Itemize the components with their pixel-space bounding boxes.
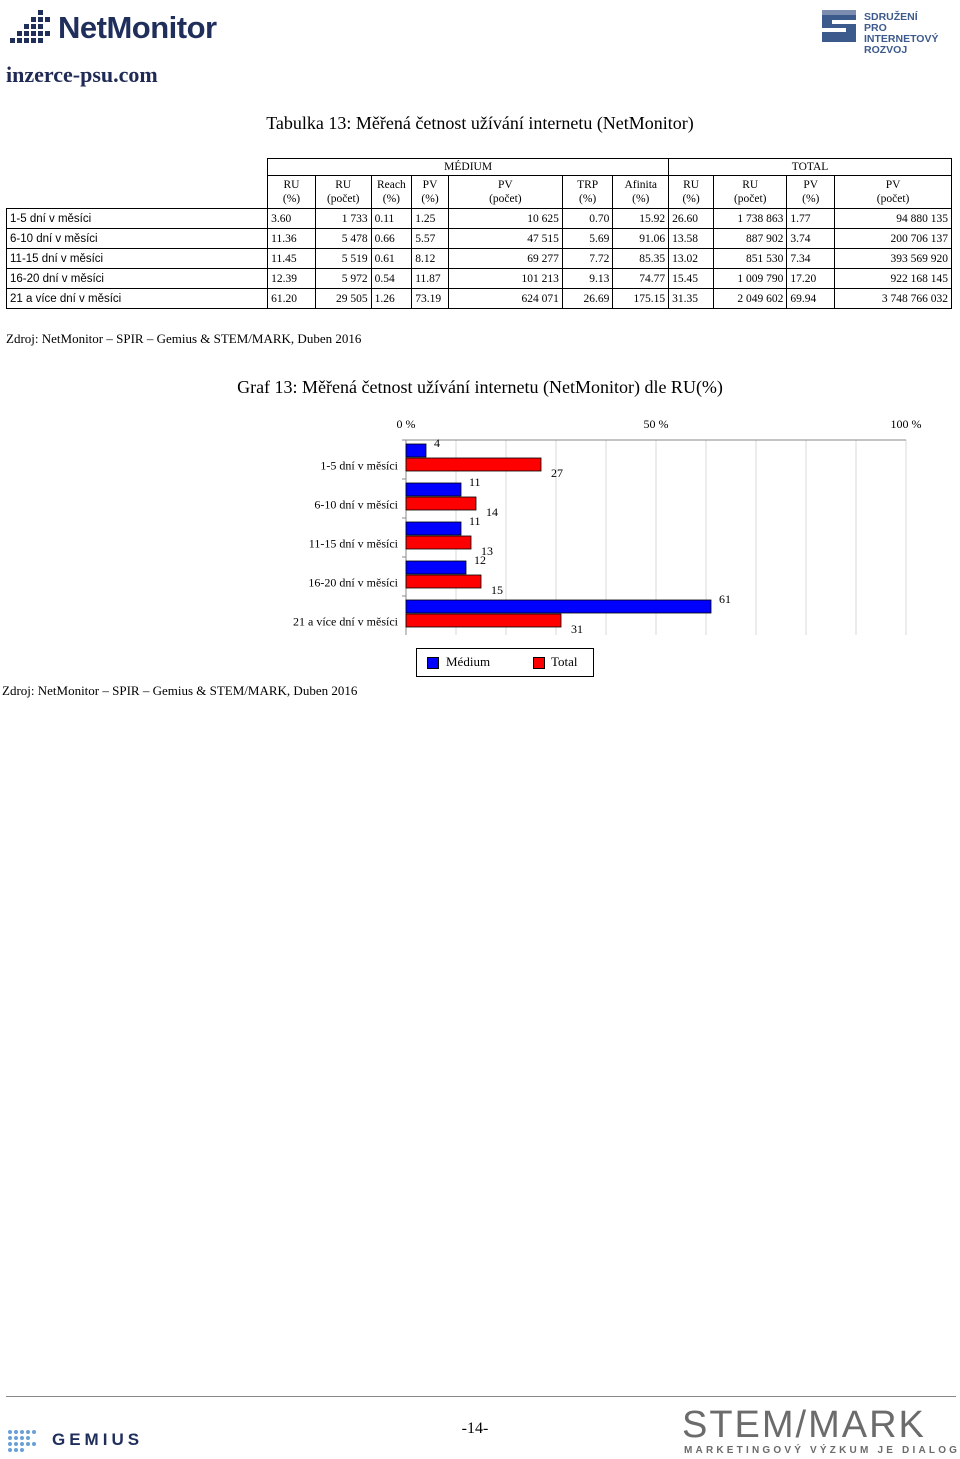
site-name: inzerce-psu.com [6, 62, 158, 87]
table-cell: 17.20 [787, 269, 835, 289]
table-title: Tabulka 13: Měřená četnost užívání internetu (NetMonitor) [266, 113, 694, 133]
table-cell: 74.77 [613, 269, 669, 289]
header-label-cell [7, 176, 268, 209]
table-cell: 1.25 [412, 209, 449, 229]
column-header-name: PV [422, 179, 438, 191]
data-label-total: 31 [571, 622, 583, 636]
table-cell: 5 478 [315, 229, 371, 249]
table-cell: 0.70 [562, 209, 613, 229]
column-header-9 [787, 176, 835, 209]
bar-medium [406, 561, 466, 574]
column-header-10 [835, 176, 952, 209]
table-cell: 73.19 [412, 289, 449, 309]
legend-label-total: Total [551, 654, 578, 669]
table-cell: 0.11 [371, 209, 412, 229]
table-cell: 0.54 [371, 269, 412, 289]
table-cell: 0.66 [371, 229, 412, 249]
category-label: 21 a více dní v měsíci [293, 614, 398, 629]
column-header-name: Afinita [624, 179, 658, 191]
x-tick-label: 50 % [643, 417, 669, 431]
bar-medium [406, 600, 711, 613]
column-header-unit: (počet) [326, 193, 360, 205]
table-cell: 31.35 [669, 289, 714, 309]
table-cell: 3.60 [268, 209, 316, 229]
table-cell: 200 706 137 [835, 229, 952, 249]
column-header-unit: (%) [421, 193, 439, 205]
table-cell: 1 733 [315, 209, 371, 229]
table-cell: 2 049 602 [714, 289, 787, 309]
table-cell: 9.13 [562, 269, 613, 289]
spir-logo-text: SDRUŽENÍ PRO INTERNETOVÝ ROZVOJ [864, 11, 939, 56]
table-row [7, 229, 952, 249]
gemius-logo-text: GEMIUS [52, 1430, 144, 1449]
legend-swatch-total [533, 657, 545, 669]
table-cell: 11.45 [268, 249, 316, 269]
legend-swatch-medium [427, 657, 439, 669]
column-header-unit: (%) [282, 193, 301, 205]
data-label-total: 27 [551, 466, 563, 480]
bar-medium [406, 444, 426, 457]
row-label: 16-20 dní v měsíci [7, 269, 268, 289]
column-header-name: PV [803, 179, 819, 191]
column-header-unit: (%) [579, 193, 597, 205]
table-cell: 1 738 863 [714, 209, 787, 229]
table-cell: 5.57 [412, 229, 449, 249]
table-cell: 13.58 [669, 229, 714, 249]
data-label-medium: 11 [469, 475, 481, 489]
table-cell: 0.61 [371, 249, 412, 269]
bar-medium [406, 483, 461, 496]
column-header-name: Reach [377, 179, 406, 191]
data-label-medium: 61 [719, 592, 731, 606]
column-header-name: PV [498, 179, 513, 191]
category-label: 16-20 dní v měsíci [308, 575, 398, 590]
table-cell: 5 972 [315, 269, 371, 289]
table-cell: 7.34 [787, 249, 835, 269]
table-row [7, 289, 952, 309]
column-header-1 [315, 176, 371, 209]
bar-total [406, 458, 541, 471]
column-header-name: RU [283, 179, 300, 191]
table-cell: 85.35 [613, 249, 669, 269]
column-header-name: RU [335, 179, 352, 191]
chart-legend [416, 648, 594, 677]
table-body [7, 209, 952, 309]
data-label-total: 15 [491, 583, 503, 597]
table-cell: 922 168 145 [835, 269, 952, 289]
column-header-name: RU [742, 179, 759, 191]
table-cell: 101 213 [448, 269, 562, 289]
header-empty-cell [7, 159, 268, 176]
bar-total [406, 575, 481, 588]
column-header-unit: (%) [682, 193, 700, 205]
row-label: 1-5 dní v měsíci [7, 209, 268, 229]
table-cell: 1.26 [371, 289, 412, 309]
group-total: TOTAL [669, 159, 952, 176]
stem-mark-logo [682, 1404, 960, 1458]
table-cell: 29 505 [315, 289, 371, 309]
gemius-logo-icon [6, 1428, 46, 1452]
table-cell: 8.12 [412, 249, 449, 269]
column-header-unit: (počet) [733, 193, 767, 205]
table-row [7, 249, 952, 269]
table-cell: 13.02 [669, 249, 714, 269]
x-tick-label: 100 % [890, 417, 922, 431]
chart-source: Zdroj: NetMonitor – SPIR – Gemius & STEM/MARK, Duben 2016 [2, 683, 358, 698]
column-header-name: TRP [577, 179, 599, 191]
column-header-unit: (%) [802, 193, 820, 205]
table-cell: 12.39 [268, 269, 316, 289]
table-cell: 851 530 [714, 249, 787, 269]
column-header-0 [268, 176, 316, 209]
data-label-total: 14 [486, 505, 498, 519]
chart-title: Graf 13: Měřená četnost užívání internetu (NetMonitor) dle RU(%) [237, 377, 723, 397]
column-header-5 [562, 176, 613, 209]
table-cell: 1.77 [787, 209, 835, 229]
column-header-unit: (počet) [876, 193, 910, 205]
netmonitor-logo [10, 6, 250, 46]
table-cell: 47 515 [448, 229, 562, 249]
bar-total [406, 536, 471, 549]
table-cell: 887 902 [714, 229, 787, 249]
table-cell: 175.15 [613, 289, 669, 309]
row-label: 6-10 dní v měsíci [7, 229, 268, 249]
table-cell: 5 519 [315, 249, 371, 269]
row-label: 21 a více dní v měsíci [7, 289, 268, 309]
table-source: Zdroj: NetMonitor – SPIR – Gemius & STEM/MARK, Duben 2016 [6, 331, 362, 346]
data-label-medium: 11 [469, 514, 481, 528]
spir-logo-icon [818, 6, 860, 46]
bar-total [406, 614, 561, 627]
footer-divider [6, 1396, 956, 1397]
column-header-unit: (%) [632, 193, 650, 205]
page-number: -14- [461, 1420, 489, 1437]
x-tick-label: 0 % [396, 417, 416, 431]
table-cell: 11.36 [268, 229, 316, 249]
bar-medium [406, 522, 461, 535]
data-label-medium: 4 [434, 436, 440, 450]
table-row [7, 269, 952, 289]
gemius-logo [6, 1428, 176, 1452]
column-header-7 [669, 176, 714, 209]
column-header-3 [412, 176, 449, 209]
legend-label-medium: Médium [446, 654, 491, 669]
data-label-medium: 12 [474, 553, 486, 567]
frequency-table [6, 158, 952, 309]
column-header-4 [448, 176, 562, 209]
table-cell: 393 569 920 [835, 249, 952, 269]
column-header-8 [714, 176, 787, 209]
table-cell: 7.72 [562, 249, 613, 269]
category-label: 1-5 dní v měsíci [320, 458, 398, 473]
netmonitor-logo-icon [10, 8, 52, 46]
table-cell: 26.60 [669, 209, 714, 229]
table-row [7, 209, 952, 229]
table-cell: 26.69 [562, 289, 613, 309]
table-cell: 624 071 [448, 289, 562, 309]
stem-mark-logo-text: STEM/MARK [682, 1404, 926, 1446]
table-cell: 5.69 [562, 229, 613, 249]
group-medium: MÉDIUM [268, 159, 669, 176]
table-cell: 69 277 [448, 249, 562, 269]
bar-total [406, 497, 476, 510]
table-cell: 15.92 [613, 209, 669, 229]
column-header-unit: (%) [382, 193, 401, 205]
row-label: 11-15 dní v měsíci [7, 249, 268, 269]
column-header-unit: (počet) [489, 193, 522, 205]
table-cell: 69.94 [787, 289, 835, 309]
table-cell: 61.20 [268, 289, 316, 309]
category-label: 6-10 dní v měsíci [314, 497, 398, 512]
spir-logo [818, 6, 958, 56]
data-label-total: 13 [481, 544, 493, 558]
stem-mark-tagline: MARKETINGOVÝ VÝZKUM JE DIALOG [684, 1445, 960, 1456]
category-label: 11-15 dní v měsíci [308, 536, 398, 551]
table-cell: 3.74 [787, 229, 835, 249]
bar-chart [270, 410, 950, 690]
table-cell: 94 880 135 [835, 209, 952, 229]
column-header-name: PV [885, 179, 901, 191]
table-cell: 3 748 766 032 [835, 289, 952, 309]
netmonitor-logo-text: NetMonitor [58, 10, 217, 45]
column-header-2 [371, 176, 412, 209]
table-cell: 91.06 [613, 229, 669, 249]
table-cell: 1 009 790 [714, 269, 787, 289]
column-header-name: RU [683, 179, 700, 191]
table-cell: 10 625 [448, 209, 562, 229]
table-cell: 15.45 [669, 269, 714, 289]
table-cell: 11.87 [412, 269, 449, 289]
column-header-6 [613, 176, 669, 209]
